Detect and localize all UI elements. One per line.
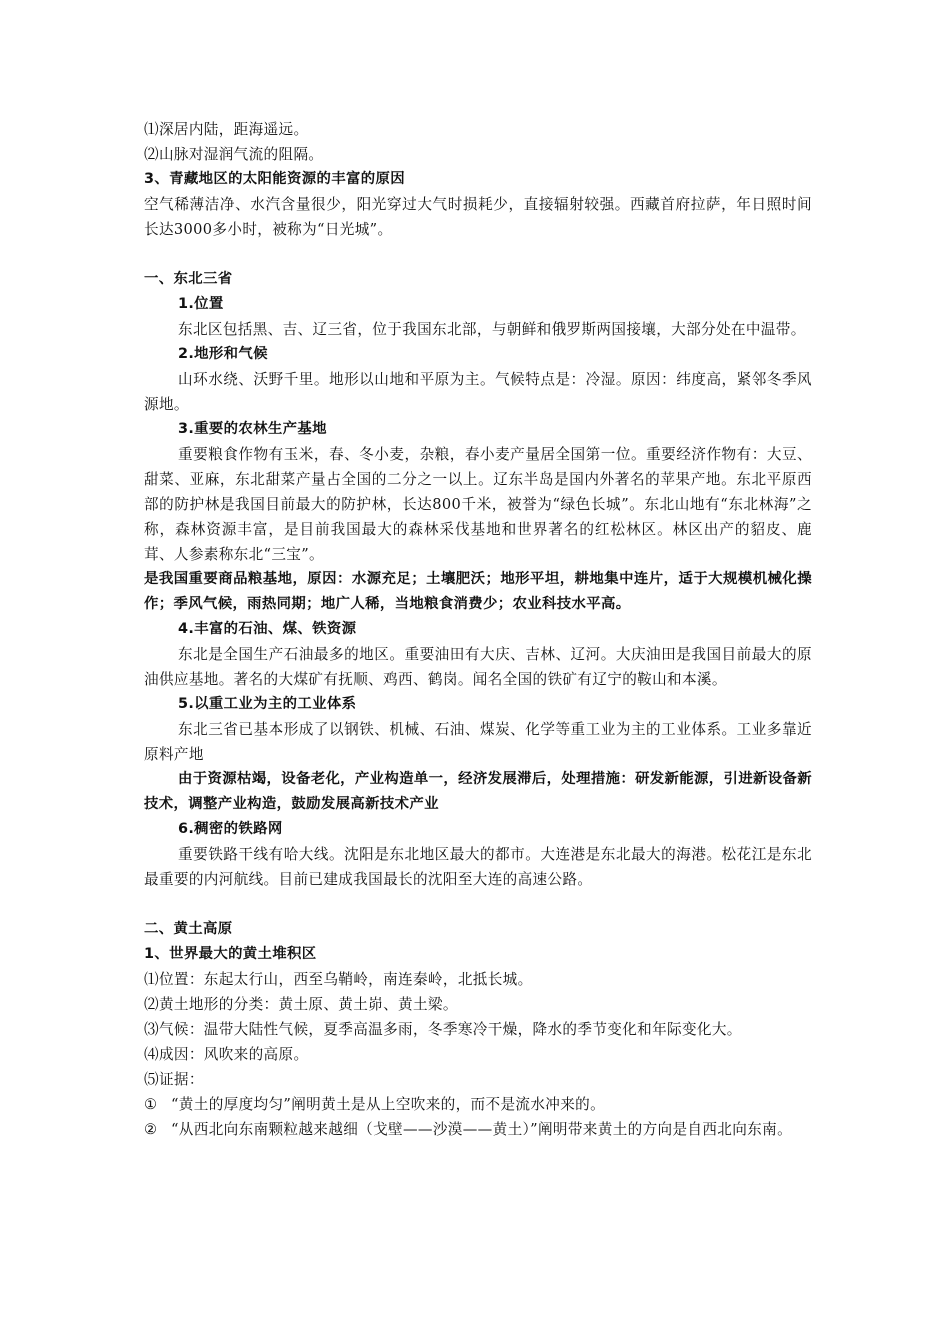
subsection-heading-industry: 5.以重工业为主的工业体系: [178, 696, 357, 712]
subsection-body-resources: 东北是全国生产石油最多的地区。重要油田有大庆、吉林、辽河。大庆油田是我国目前最大的原油供应基地。著名的大煤矿有抚顺、鸡西、鹤岗。闻名全国的铁矿有辽宁的鞍山和本溪。: [144, 646, 812, 688]
subsection-body-industry: 东北三省已基本形成了以钢铁、机械、石油、煤炭、化学等重工业为主的工业体系。工业多靠近原料产地: [144, 721, 812, 763]
section-title-northeast: 一、东北三省: [144, 271, 233, 287]
intro-item-1: ⑴深居内陆，距海遥远。: [144, 121, 309, 138]
loess-item-origin: ⑷成因：风吹来的高原。: [144, 1046, 309, 1063]
section-title-loess: 二、黄土高原: [144, 921, 233, 937]
intro-paragraph: 空气稀薄洁净、水汽含量很少，阳光穿过大气时损耗少，直接辐射较强。西藏首府拉萨，年日照时间长达3000多小时，被称为“日光城”。: [144, 196, 812, 238]
loess-heading-1: 1、世界最大的黄土堆积区: [144, 946, 317, 962]
subsection-body-terrain-climate: 山环水绕、沃野千里。地形以山地和平原为主。气候特点是：冷湿。原因：纬度高，紧邻冬季风源地。: [144, 371, 812, 413]
agriculture-bold-note: 是我国重要商品粮基地，原因：水源充足；土壤肥沃；地形平坦，耕地集中连片，适于大规模机械化操作；季风气候，雨热同期；地广人稀，当地粮食消费少；农业科技水平高。: [144, 571, 812, 612]
loess-item-evidence: ⑸证据：: [144, 1071, 204, 1088]
industry-bold-note: 由于资源枯竭，设备老化，产业构造单一，经济发展滞后，处理措施：研发新能源，引进新设备新技术，调整产业构造，鼓励发展高新技术产业: [144, 771, 812, 812]
evidence-item-1: [144, 1092, 812, 1117]
subsection-body-location: 东北区包括黑、吉、辽三省，位于我国东北部，与朝鲜和俄罗斯两国接壤，大部分处在中温带。: [178, 321, 806, 338]
loess-item-climate: ⑶气候：温带大陆性气候，夏季高温多雨，冬季寒冷干燥，降水的季节变化和年际变化大。: [144, 1021, 742, 1038]
spacer: [144, 242, 812, 267]
subsection-body-railway: 重要铁路干线有哈大线。沈阳是东北地区最大的都市。大连港是东北最大的海港。松花江是东北最重要的内河航线。目前已建成我国最长的沈阳至大连的高速公路。: [144, 846, 812, 888]
intro-heading-3: 3、青藏地区的太阳能资源的丰富的原因: [144, 171, 405, 187]
evidence-marker: ①: [144, 1096, 158, 1113]
evidence-text: “从西北向东南颗粒越来越细（戈壁——沙漠——黄土）”阐明带来黄土的方向是自西北向东南。: [171, 1121, 793, 1138]
subsection-body-agriculture: 重要粮食作物有玉米，春、冬小麦，杂粮，春小麦产量居全国第一位。重要经济作物有：大豆、甜菜、亚麻，东北甜菜产量占全国的二分之一以上。辽东半岛是国内外著名的苹果产地。东北平原西部的防护林是我国目前最大的防护林，长达800千米，被誉为“绿色长城”。东北山地有“东北林海”之称，森林资源丰富，是目前我国最大的森林采伐基地和世界著名的红松林区。林区出产的貂皮、鹿茸、人参素称东北“三宝”。: [144, 446, 812, 563]
spacer: [144, 892, 812, 917]
subsection-heading-terrain-climate: 2.地形和气候: [178, 346, 268, 362]
evidence-marker: ②: [144, 1121, 158, 1138]
subsection-heading-railway: 6.稠密的铁路网: [178, 821, 283, 837]
subsection-heading-agriculture: 3.重要的农林生产基地: [178, 421, 327, 437]
loess-item-landforms: ⑵黄土地形的分类：黄土原、黄土峁、黄土梁。: [144, 996, 458, 1013]
evidence-text: “黄土的厚度均匀”阐明黄土是从上空吹来的，而不是流水冲来的。: [171, 1096, 606, 1113]
subsection-heading-resources: 4.丰富的石油、煤、铁资源: [178, 621, 357, 637]
intro-item-2: ⑵山脉对湿润气流的阻隔。: [144, 146, 324, 163]
loess-item-location: ⑴位置：东起太行山，西至乌鞘岭，南连秦岭，北抵长城。: [144, 971, 533, 988]
subsection-heading-location: 1.位置: [178, 296, 224, 312]
document-page: [144, 117, 812, 1142]
evidence-item-2: [144, 1117, 812, 1142]
